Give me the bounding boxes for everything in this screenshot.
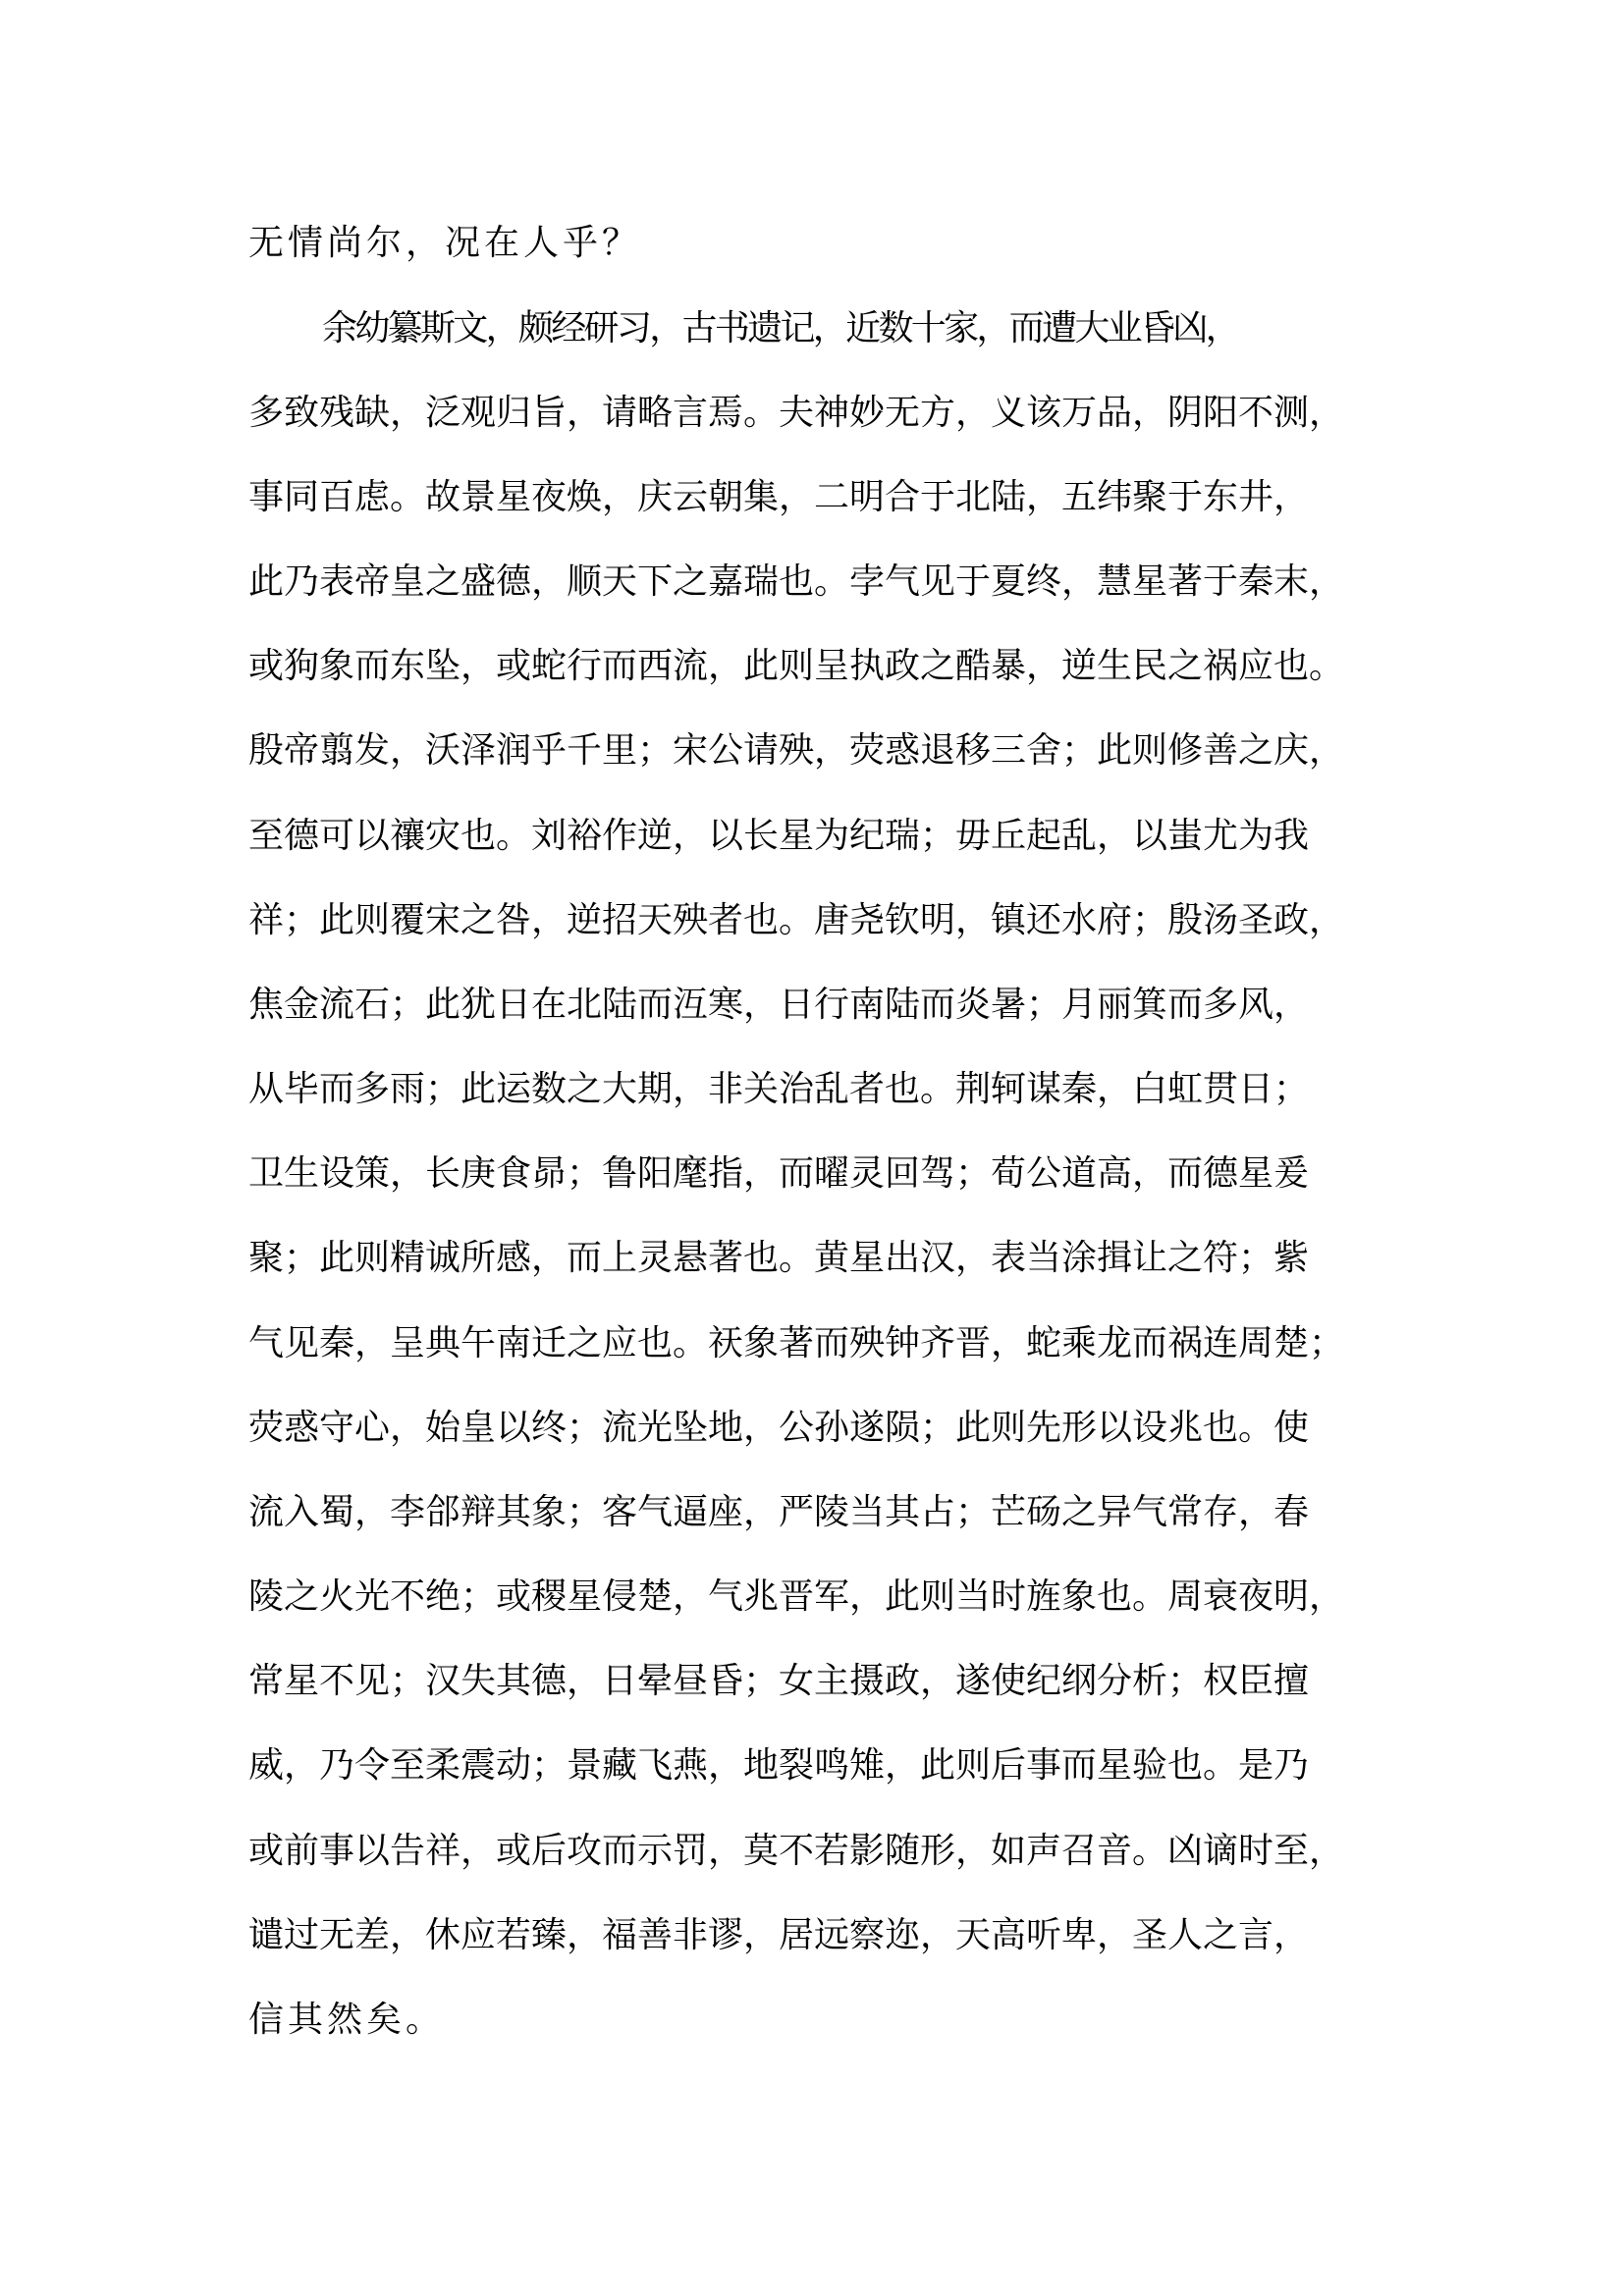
text-line: 陵之火光不绝；或稷星侵楚，气兆晋军，此则当时旌象也。周衰夜明， bbox=[248, 1576, 1345, 1617]
text-line: 荧惑守心，始皇以终；流光坠地，公孙遂陨；此则先形以设兆也。使 bbox=[248, 1408, 1310, 1448]
text-line: 流入蜀，李郃辩其象；客气逼座，严陵当其占；芒砀之异气常存，春 bbox=[248, 1492, 1310, 1532]
text-line: 多致残缺，泛观归旨，请略言焉。夫神妙无方，义该万品，阴阳不测， bbox=[248, 393, 1345, 433]
text-line: 无情尚尔，况在人乎？ bbox=[248, 223, 642, 263]
text-line: 至德可以禳灾也。刘裕作逆，以长星为纪瑞；毋丘起乱，以蚩尤为我 bbox=[248, 816, 1310, 856]
text-line: 或前事以告祥，或后攻而示罚，莫不若影随形，如声召音。凶谪时至， bbox=[248, 1831, 1345, 1871]
text-line: 祥；此则覆宋之咎，逆招天殃者也。唐尧钦明，镇还水府；殷汤圣政， bbox=[248, 900, 1345, 940]
text-line: 气见秦，呈典午南迁之应也。祆象著而殃钟齐晋，蛇乘龙而祸连周楚； bbox=[248, 1323, 1345, 1363]
text-line: 谴过无差，休应若臻，福善非谬，居远察迩，天高听卑，圣人之言， bbox=[248, 1915, 1310, 1955]
text-line: 威，乃令至柔震动；景藏飞燕，地裂鸣雉，此则后事而星验也。是乃 bbox=[248, 1745, 1310, 1786]
text-line: 殷帝翦发，沃泽润乎千里；宋公请殃，荧惑退移三舍；此则修善之庆， bbox=[248, 730, 1345, 771]
text-line: 此乃表帝皇之盛德，顺天下之嘉瑞也。孛气见于夏终，慧星著于秦末， bbox=[248, 561, 1345, 602]
text-line: 从毕而多雨；此运数之大期，非关治乱者也。荆轲谋秦，白虹贯日； bbox=[248, 1069, 1310, 1109]
text-line: 卫生设策，长庚食昴；鲁阳麾指，而曜灵回驾；荀公道高，而德星爰 bbox=[248, 1153, 1310, 1194]
text-line: 余幼纂斯文，颇经研习，古书遗记，近数十家，而遭大业昏凶， bbox=[322, 308, 1238, 348]
text-line: 信其然矣。 bbox=[248, 2000, 446, 2040]
text-line: 聚；此则精诚所感，而上灵悬著也。黄星出汉，表当涂揖让之符；紫 bbox=[248, 1238, 1310, 1278]
text-line: 焦金流石；此犹日在北陆而沍寒，日行南陆而炎暑；月丽箕而多风， bbox=[248, 985, 1310, 1025]
text-line: 或狗象而东坠，或蛇行而西流，此则呈执政之酷暴，逆生民之祸应也。 bbox=[248, 646, 1345, 686]
text-line: 事同百虑。故景星夜焕，庆云朝集，二明合于北陆，五纬聚于东井， bbox=[248, 477, 1310, 517]
text-line: 常星不见；汉失其德，日晕昼昏；女主摄政，遂使纪纲分析；权臣擅 bbox=[248, 1661, 1310, 1701]
